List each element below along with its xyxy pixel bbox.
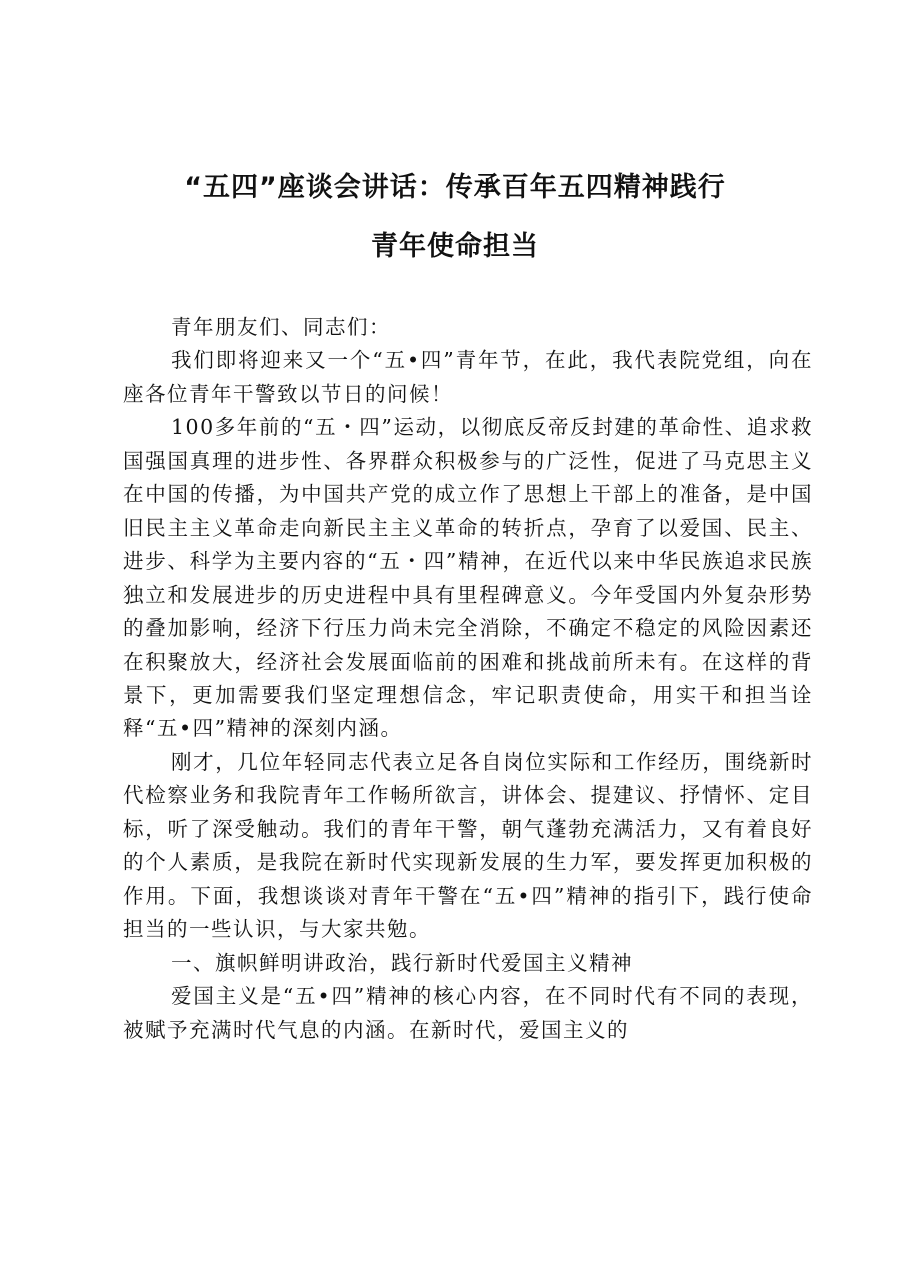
patriotism-paragraph: 爱国主义是“五•四”精神的核心内容，在不同时代有不同的表现，被赋予充满时代气息的内涵。在新时代，爱国主义的 xyxy=(123,984,813,1042)
salutation-paragraph: 青年朋友们、同志们： xyxy=(171,315,391,339)
title-line-1: “五四”座谈会讲话：传承百年五四精神践行 xyxy=(184,172,726,203)
reflection-paragraph: 刚才，几位年轻同志代表立足各自岗位实际和工作经历，围绕新时代检察业务和我院青年工作畅所欲言，讲体会、提建议、抒情怀、定目标，听了深受触动。我们的青年干警，朝气蓬勃充满活力，又有着良好的个人素质，是我院在新时代实现新发展的生力军，要发挥更加积极的作用。下面，我想谈谈对青年干警在“五•四”精神的指引下，践行使命担当的一些认识，与大家共勉。 xyxy=(123,749,813,942)
greeting-paragraph: 我们即将迎来又一个“五•四”青年节，在此，我代表院党组，向在座各位青年干警致以节日的问候！ xyxy=(123,348,813,406)
section-heading-1: 一、旗帜鲜明讲政治，践行新时代爱国主义精神 xyxy=(171,950,633,975)
document-body xyxy=(123,311,813,1047)
document-title xyxy=(110,158,800,276)
title-line-2: 青年使命担当 xyxy=(371,231,539,262)
history-paragraph: 100多年前的“五・四”运动，以彻底反帝反封建的革命性、追求救国强国真理的进步性、各界群众积极参与的广泛性，促进了马克思主义在中国的传播，为中国共产党的成立作了思想上干部上的准备，是中国旧民主主义革命走向新民主主义革命的转折点，孕育了以爱国、民主、进步、科学为主要内容的“五・四”精神，在近代以来中华民族追求民族独立和发展进步的历史进程中具有里程碑意义。今年受国内外复杂形势的叠加影响，经济下行压力尚未完全消除，不确定不稳定的风险因素还在积聚放大，经济社会发展面临前的困难和挑战前所未有。在这样的背景下，更加需要我们坚定理想信念，牢记职责使命，用实干和担当诠释“五•四”精神的深刻内涵。 xyxy=(123,415,813,741)
